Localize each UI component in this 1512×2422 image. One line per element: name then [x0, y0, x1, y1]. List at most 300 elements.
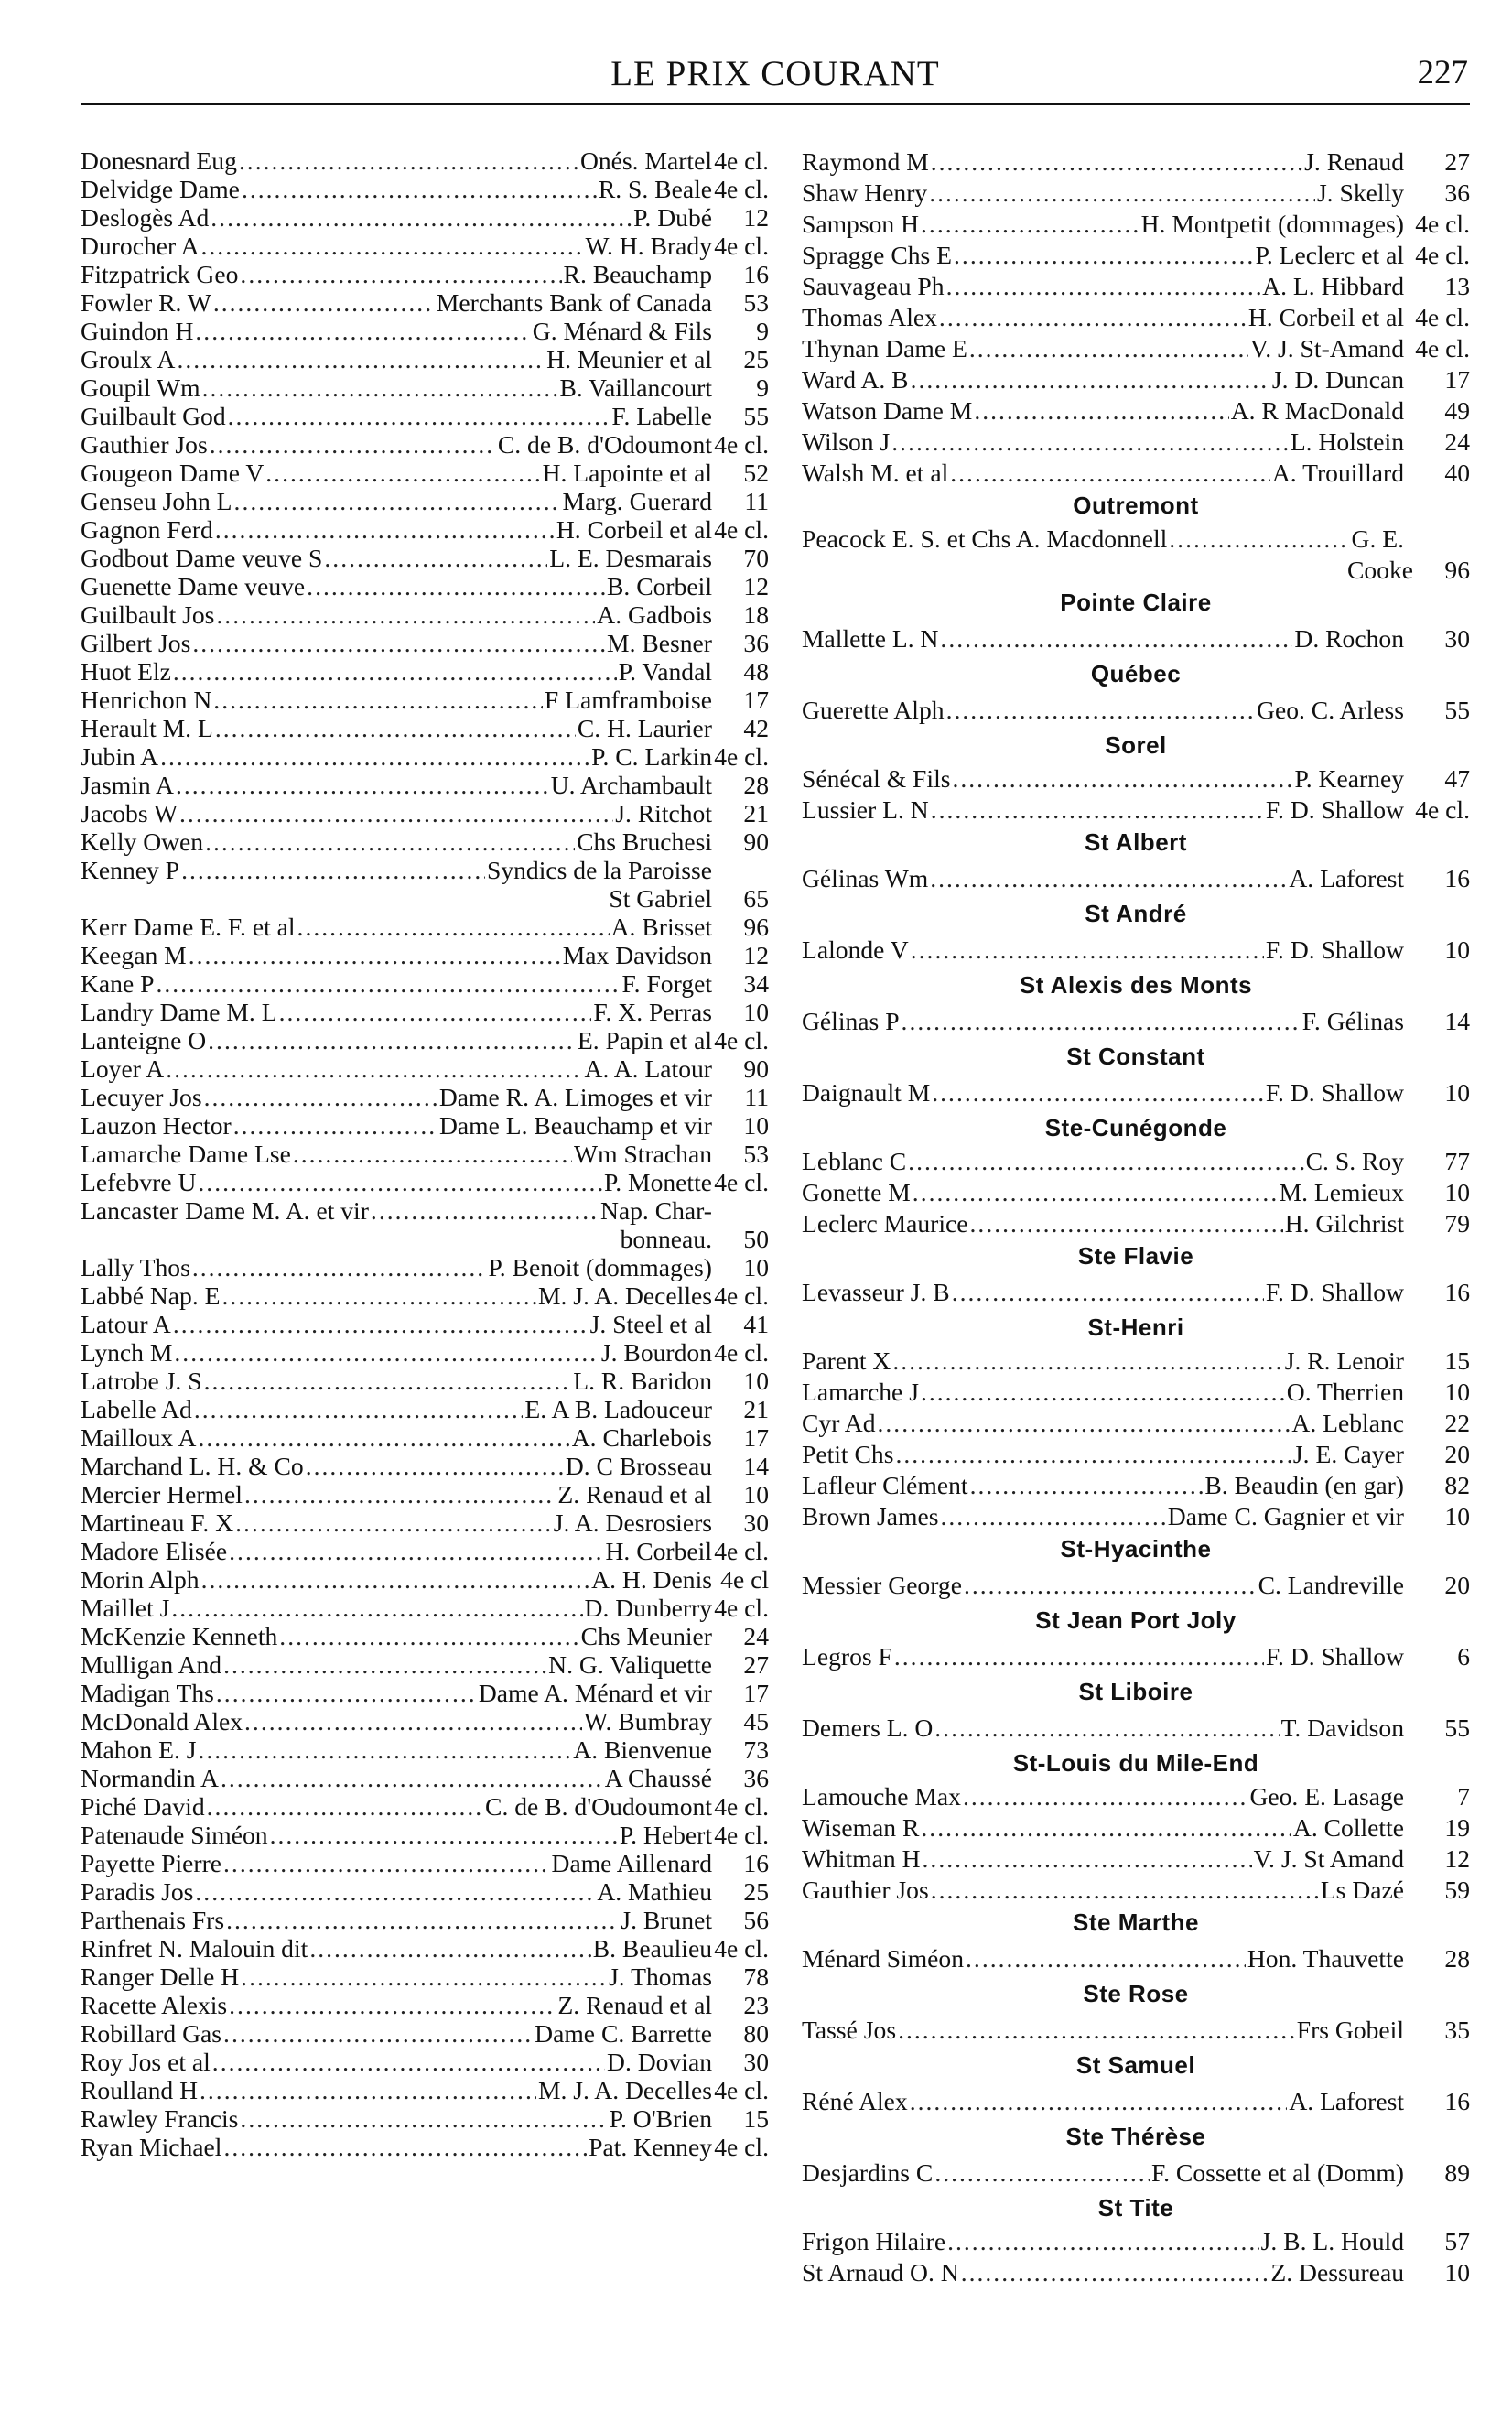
list-item [81, 1338, 769, 1367]
leader-dots [931, 795, 1264, 826]
amount-value: 28 [743, 771, 769, 799]
list-item [802, 1346, 1470, 1377]
list-item [81, 430, 769, 459]
list-item [81, 1622, 769, 1650]
amount-value: 34 [743, 969, 769, 998]
amount-value: 10 [1444, 935, 1470, 964]
amount-value: 96 [743, 913, 769, 941]
list-item [802, 1875, 1470, 1906]
list-item [802, 178, 1470, 209]
amount-value: 17 [743, 1423, 769, 1452]
creditor-name: J. Bourdon [600, 1338, 712, 1367]
leader-dots [176, 771, 549, 799]
creditor-name: B. Vaillancourt [559, 373, 712, 402]
list-item [802, 1439, 1470, 1470]
list-item [81, 1849, 769, 1877]
leader-dots [891, 427, 1289, 458]
list-item [802, 1710, 1470, 1746]
leader-dots [171, 1594, 582, 1622]
leader-dots [946, 271, 1261, 302]
amount-value: 59 [1444, 1876, 1470, 1904]
amount-value: 47 [1444, 764, 1470, 793]
creditor-name: C. S. Roy [1305, 1147, 1404, 1175]
leader-dots [908, 1146, 1303, 1177]
leader-dots [963, 1781, 1248, 1812]
amount-value: 45 [743, 1707, 769, 1735]
creditor-name: J. Steel et al [589, 1310, 712, 1338]
creditor-name: C. de B. d'Odoumont [497, 430, 712, 459]
leader-dots [895, 1439, 1291, 1470]
leader-dots [324, 544, 547, 572]
list-item [81, 771, 769, 799]
amount-value: 20 [1444, 1440, 1470, 1468]
debtor-name: Labbé Nap. E [81, 1281, 221, 1310]
debtor-name: Mallette L. N [802, 624, 939, 653]
debtor-name: Madigan Ths [81, 1679, 214, 1707]
list-item [802, 860, 1470, 897]
debtor-name: Kelly Owen [81, 827, 204, 856]
amount-value: 50 [743, 1225, 769, 1253]
amount-value: 53 [743, 1140, 769, 1168]
creditor-name: Merchants Bank of Canada [436, 288, 712, 317]
amount-value: 96 [1444, 556, 1470, 584]
amount-value: 4e cl. [714, 1792, 769, 1821]
creditor-name: P. Leclerc et al [1255, 241, 1404, 269]
debtor-name: Thomas Alex [802, 303, 937, 331]
leader-dots [179, 799, 613, 827]
creditor-name: H. Corbeil et al [1247, 303, 1404, 331]
debtor-name: Jasmin A [81, 771, 174, 799]
creditor-name: Dame Aillenard [551, 1849, 712, 1877]
list-item [802, 1781, 1470, 1812]
list-item [81, 544, 769, 572]
creditor-name: F Lamframboise [544, 686, 712, 714]
amount-value: 27 [743, 1650, 769, 1679]
creditor-name: A. Bienvenue [573, 1735, 712, 1764]
debtor-name: Payette Pierre [81, 1849, 222, 1877]
section-heading: Outremont [1073, 492, 1199, 519]
creditor-name: Dame L. Beauchamp et vir [438, 1111, 712, 1140]
section-heading: Pointe Claire [1060, 589, 1212, 616]
debtor-name: Guindon H [81, 317, 194, 345]
leader-dots [173, 657, 617, 686]
amount-value: 52 [743, 459, 769, 487]
list-item [81, 1026, 769, 1054]
debtor-name: Lally Thos [81, 1253, 190, 1281]
list-item [81, 1452, 769, 1480]
creditor-name: A. Collette [1292, 1813, 1404, 1842]
creditor-name: F. D. Shallow [1265, 935, 1404, 964]
creditor-name: A. R MacDonald [1230, 396, 1404, 425]
amount-value: 48 [743, 657, 769, 686]
leader-dots [265, 459, 540, 487]
debtor-name: Watson Dame M [802, 396, 973, 425]
amount-value: 4e cl. [1415, 334, 1470, 362]
leader-dots [950, 458, 1270, 489]
debtor-name: Whitman H [802, 1844, 921, 1873]
list-item [81, 998, 769, 1026]
debtor-name: Leblanc C [802, 1147, 907, 1175]
amount-value: 36 [743, 629, 769, 657]
leader-dots [279, 998, 592, 1026]
creditor-name: P. Hebert [619, 1821, 712, 1849]
amount-value: 4e cl. [714, 1281, 769, 1310]
creditor-name: P. Kearney [1294, 764, 1404, 793]
creditor-name: P. O'Brien [609, 2104, 712, 2133]
creditor-name: H. Montpetit (dommages) [1140, 210, 1404, 238]
debtor-name: Patenaude Siméon [81, 1821, 268, 1849]
leader-dots [166, 1054, 582, 1083]
debtor-name: Racette Alexis [81, 1991, 228, 2019]
creditor-name: C. Landreville [1258, 1571, 1404, 1599]
leader-dots [306, 1452, 564, 1480]
amount-value: 22 [1444, 1409, 1470, 1437]
amount-value: 4e cl. [714, 2076, 769, 2104]
creditor-name: J. R. Lenoir [1284, 1346, 1404, 1375]
page-number: 227 [1417, 54, 1468, 92]
debtor-name: Deslogès Ad [81, 203, 210, 232]
creditor-name: A Chaussé [604, 1764, 712, 1792]
leader-dots [177, 345, 545, 373]
section-heading: Ste Flavie [1077, 1242, 1194, 1270]
debtor-name: Normandin A [81, 1764, 219, 1792]
debtor-name: Kenney P [81, 856, 180, 884]
list-item [81, 2104, 769, 2133]
amount-value: 30 [743, 2048, 769, 2076]
creditor-name: Chs Bruchesi [577, 827, 712, 856]
creditor-name: Chs Meunier [580, 1622, 712, 1650]
list-item [81, 1054, 769, 1083]
leader-dots [297, 913, 610, 941]
leader-dots [204, 1083, 437, 1111]
creditor-name: B. Corbeil [607, 572, 712, 600]
amount-value: 53 [743, 288, 769, 317]
section-heading: St-Hyacinthe [1060, 1535, 1212, 1562]
debtor-name: Guerette Alph [802, 696, 945, 724]
amount-value: 55 [743, 402, 769, 430]
creditor-name: L. E. Desmarais [549, 544, 712, 572]
debtor-name: Kane P [81, 969, 155, 998]
creditor-name: J. E. Cayer [1292, 1440, 1404, 1468]
list-item [81, 742, 769, 771]
creditor-continuation: Cooke [1346, 556, 1413, 584]
creditor-name: D. C Brosseau [565, 1452, 712, 1480]
amount-value: 23 [743, 1991, 769, 2019]
creditor-name: M. J. A. Decelles [537, 1281, 712, 1310]
creditor-name: U. Archambault [550, 771, 712, 799]
list-item [81, 1140, 769, 1168]
leader-dots [202, 373, 558, 402]
debtor-name: Lanteigne O [81, 1026, 207, 1054]
amount-value: 70 [743, 544, 769, 572]
list-item [802, 146, 1470, 178]
debtor-name: Lafleur Clément [802, 1471, 968, 1499]
list-item [802, 1501, 1470, 1532]
leader-dots [213, 686, 543, 714]
list-item [81, 827, 769, 856]
creditor-name: Dame C. Gagnier et vir [1167, 1502, 1404, 1530]
amount-value: 90 [743, 827, 769, 856]
leader-dots [195, 317, 530, 345]
amount-value: 10 [743, 1367, 769, 1395]
debtor-name: Mailloux A [81, 1423, 197, 1452]
list-item [81, 1877, 769, 1906]
leader-dots [964, 1567, 1257, 1604]
leader-dots [181, 856, 485, 884]
amount-value: 16 [743, 260, 769, 288]
debtor-name: Delvidge Dame [81, 175, 240, 203]
leader-dots [911, 932, 1264, 968]
amount-value: 89 [1444, 2158, 1470, 2187]
leader-dots [194, 1395, 524, 1423]
publication-title: LE PRIX COURANT [610, 54, 940, 93]
leader-dots [952, 763, 1292, 795]
debtor-name: Levasseur J. B [802, 1278, 950, 1306]
amount-value: 19 [1444, 1813, 1470, 1842]
amount-value: 11 [744, 487, 769, 515]
debtor-name: Paradis Jos [81, 1877, 194, 1906]
debtor-name: Lamouche Max [802, 1782, 961, 1811]
list-item [81, 1367, 769, 1395]
amount-value: 15 [743, 2104, 769, 2133]
list-item [81, 1395, 769, 1423]
debtor-name: Landry Dame M. L [81, 998, 277, 1026]
list-item [81, 572, 769, 600]
debtor-name: Gougeon Dame V [81, 459, 265, 487]
section-heading: St-Henri [1087, 1314, 1184, 1341]
leader-dots [952, 1274, 1264, 1311]
debtor-name: Guenette Dame veuve [81, 572, 306, 600]
list-item [81, 799, 769, 827]
debtor-name: Wilson J [802, 427, 891, 456]
leader-dots [216, 1679, 477, 1707]
creditor-name: H. Gilchrist [1284, 1209, 1404, 1238]
leader-dots [212, 2048, 605, 2076]
amount-value: 28 [1444, 1944, 1470, 1973]
debtor-name: Jubin A [81, 742, 159, 771]
amount-value: 4e cl [720, 1565, 769, 1594]
creditor-name: F. X. Perras [593, 998, 712, 1026]
amount-value: 14 [743, 1452, 769, 1480]
list-item [81, 2048, 769, 2076]
creditor-name: Wm Strachan [574, 1140, 712, 1168]
leader-dots [930, 860, 1287, 897]
debtor-name: Fowler R. W [81, 288, 211, 317]
creditor-name: P. Dubé [633, 203, 712, 232]
creditor-name: F. D. Shallow [1265, 1078, 1404, 1107]
list-item [802, 692, 1470, 729]
debtor-name: Réné Alex [802, 2087, 908, 2115]
creditor-name: F. D. Shallow [1265, 795, 1404, 824]
leader-dots [934, 1710, 1279, 1746]
leader-dots [239, 146, 578, 175]
debtor-name: Guilbault Jos [81, 600, 215, 629]
debtor-name: Lauzon Hector [81, 1111, 232, 1140]
list-item [81, 1821, 769, 1849]
leader-dots [201, 1565, 590, 1594]
amount-value: 36 [743, 1764, 769, 1792]
leader-dots [939, 302, 1247, 333]
list-item [81, 657, 769, 686]
leader-dots [173, 1310, 589, 1338]
list-item [81, 2019, 769, 2048]
debtor-name: Lynch M [81, 1338, 173, 1367]
list-item [81, 345, 769, 373]
debtor-name: Martineau F. X [81, 1508, 234, 1537]
list-item [802, 1003, 1470, 1040]
creditor-name: H. Lapointe et al [542, 459, 712, 487]
amount-value: 10 [743, 1111, 769, 1140]
amount-value: 21 [743, 1395, 769, 1423]
leader-dots [911, 364, 1270, 395]
list-item [81, 1083, 769, 1111]
creditor-name: P. Vandal [618, 657, 712, 686]
list-item [81, 203, 769, 232]
leader-dots [1169, 524, 1349, 555]
debtor-name: Raymond M [802, 147, 929, 176]
amount-value: 49 [1444, 396, 1470, 425]
list-item [81, 1707, 769, 1735]
leader-dots [910, 2083, 1288, 2120]
list-item [81, 1735, 769, 1764]
debtor-name: McDonald Alex [81, 1707, 243, 1735]
leader-dots [892, 1346, 1282, 1377]
creditor-name: R. Beauchamp [563, 260, 712, 288]
amount-value: 36 [1444, 178, 1470, 207]
debtor-name: Lamarche J [802, 1378, 919, 1406]
amount-value: 13 [1444, 272, 1470, 300]
list-item [81, 317, 769, 345]
creditor-name: D. Rochon [1294, 624, 1404, 653]
debtor-name: Henrichon N [81, 686, 212, 714]
creditor-name: Syndics de la Paroisse [486, 856, 712, 884]
list-item [802, 1844, 1470, 1875]
leader-dots [947, 2226, 1259, 2257]
amount-value: 4e cl. [714, 1594, 769, 1622]
leader-dots [192, 629, 605, 657]
creditor-name: G. E. [1351, 524, 1404, 553]
debtor-name: Rawley Francis [81, 2104, 239, 2133]
section-heading: Ste-Cunégonde [1044, 1114, 1227, 1141]
leader-dots [215, 515, 555, 544]
amount-value: 35 [1444, 2016, 1470, 2044]
debtor-name: Frigon Hilaire [802, 2227, 946, 2255]
debtor-name: Marchand L. H. & Co [81, 1452, 304, 1480]
creditor-name: M. J. A. Decelles [537, 2076, 712, 2104]
list-item [802, 2155, 1470, 2191]
leader-dots [931, 146, 1302, 178]
list-item [81, 913, 769, 941]
leader-dots [204, 1367, 572, 1395]
debtor-name: Rinfret N. Malouin dit [81, 1934, 308, 1962]
leader-dots [932, 1075, 1264, 1111]
debtor-name: Sampson H [802, 210, 920, 238]
list-item-continuation [802, 555, 1470, 586]
amount-value: 55 [1444, 696, 1470, 724]
leader-dots [309, 1934, 590, 1962]
list-item [802, 1812, 1470, 1844]
creditor-name: A. Laforest [1289, 2087, 1404, 2115]
leader-dots [226, 1906, 619, 1934]
amount-value: 10 [1444, 1178, 1470, 1206]
debtor-name: Lamarche Dame Lse [81, 1140, 291, 1168]
list-item [802, 240, 1470, 271]
amount-value: 90 [743, 1054, 769, 1083]
leader-dots [234, 487, 561, 515]
creditor-name: A. Brisset [610, 913, 712, 941]
creditor-name: B. Beaulieu [592, 1934, 712, 1962]
list-item [802, 1377, 1470, 1408]
amount-value: 56 [743, 1906, 769, 1934]
list-item [802, 524, 1470, 555]
creditor-name: J. Ritchot [615, 799, 712, 827]
leader-dots [228, 402, 610, 430]
list-item [802, 271, 1470, 302]
list-item [81, 1423, 769, 1452]
list-item [81, 2133, 769, 2161]
amount-value: 79 [1444, 1209, 1470, 1238]
leader-dots [307, 572, 605, 600]
creditor-name: A. Mathieu [597, 1877, 712, 1906]
debtor-name: Ménard Siméon [802, 1944, 965, 1973]
creditor-name: F. Cossette et al (Domm) [1151, 2158, 1404, 2187]
leader-dots [210, 430, 496, 459]
list-item [802, 302, 1470, 333]
amount-value: 4e cl. [1415, 303, 1470, 331]
list-item [802, 1146, 1470, 1177]
debtor-name: Herault M. L [81, 714, 213, 742]
list-item [802, 1408, 1470, 1439]
debtor-name: Ranger Delle H [81, 1962, 240, 1991]
page-header [81, 48, 1470, 105]
leader-dots [201, 232, 584, 260]
list-item [802, 2226, 1470, 2257]
list-item [802, 621, 1470, 657]
debtor-name: McKenzie Kenneth [81, 1622, 278, 1650]
debtor-name: Kerr Dame E. F. et al [81, 913, 296, 941]
list-item [802, 333, 1470, 364]
list-item [81, 232, 769, 260]
list-item [802, 795, 1470, 826]
list-item [802, 1177, 1470, 1208]
list-item [81, 1168, 769, 1196]
amount-value: 73 [743, 1735, 769, 1764]
creditor-name: Dame A. Ménard et vir [478, 1679, 712, 1707]
creditor-name: M. Besner [607, 629, 712, 657]
amount-value: 4e cl. [1415, 210, 1470, 238]
leader-dots [974, 395, 1228, 427]
section-heading: Ste Thérèse [1065, 2123, 1206, 2150]
section-heading: St Constant [1066, 1043, 1205, 1070]
amount-value: 4e cl. [714, 1537, 769, 1565]
creditor-name: P. Monette [603, 1168, 712, 1196]
list-item [81, 459, 769, 487]
list-item [802, 2012, 1470, 2049]
list-item [81, 1679, 769, 1707]
leader-dots [929, 178, 1315, 209]
creditor-name: A. Gadbois [597, 600, 712, 629]
debtor-name: Peacock E. S. et Chs A. Macdonnell [802, 524, 1168, 553]
leader-dots [235, 1508, 552, 1537]
creditor-name: V. J. St-Amand [1249, 334, 1404, 362]
debtor-name: Gélinas Wm [802, 864, 929, 892]
debtor-name: Jacobs W [81, 799, 178, 827]
leader-dots [894, 1638, 1264, 1675]
debtor-name: Wiseman R [802, 1813, 920, 1842]
amount-value: 17 [743, 686, 769, 714]
creditor-name: F. Labelle [611, 402, 712, 430]
amount-value: 25 [743, 345, 769, 373]
